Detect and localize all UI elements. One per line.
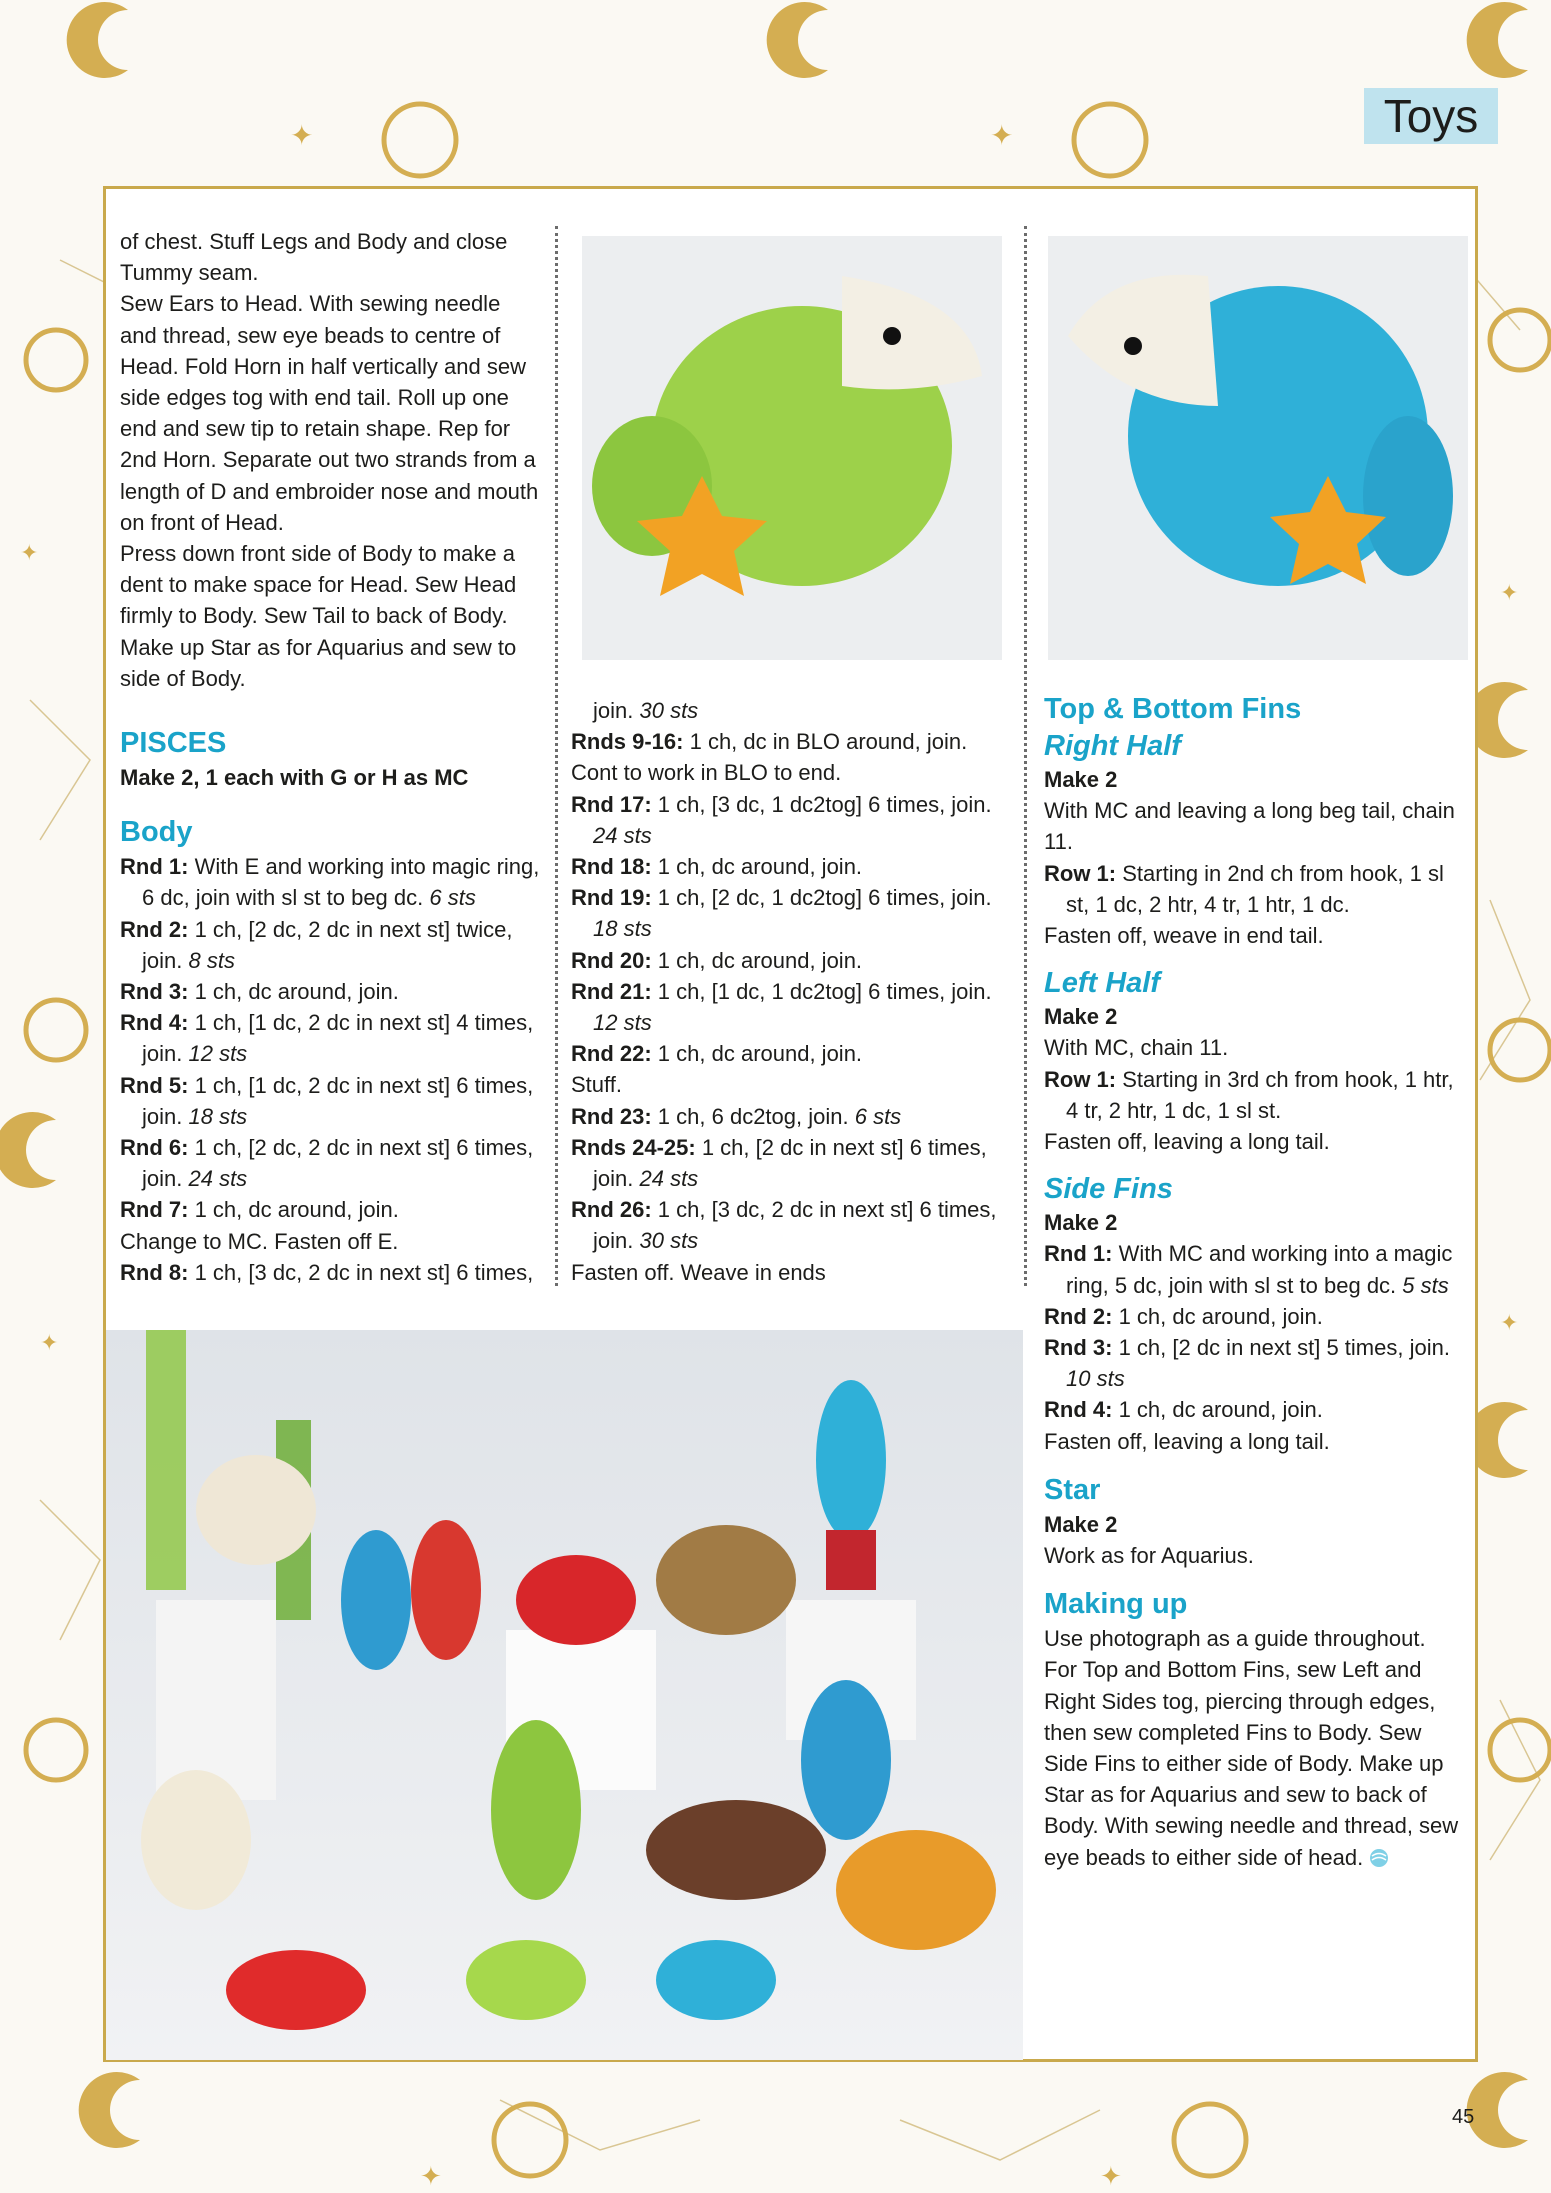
pisces-make: Make 2, 1 each with G or H as MC — [120, 765, 469, 791]
make-count: Make 2 — [1044, 1511, 1118, 1537]
column-1 — [120, 226, 540, 1288]
zodiac-toys-group-photo — [106, 1330, 1023, 2060]
svg-text:✦: ✦ — [1100, 2161, 1122, 2191]
pattern-row: Rnds 9-16: 1 ch, dc in BLO around, join. — [571, 729, 968, 755]
sun-icon — [384, 104, 456, 176]
pattern-row: Rnd 3: 1 ch, dc around, join. — [120, 979, 399, 1005]
pattern-row: Rnd 19: 1 ch, [2 dc, 1 dc2tog] 6 times, join. 18 sts — [571, 885, 992, 942]
pattern-row: Rnd 21: 1 ch, [1 dc, 1 dc2tog] 6 times, join. 12 sts — [571, 978, 992, 1036]
instruction: Fasten off, leaving a long tail. — [1044, 1428, 1330, 1454]
change-note: Change to MC. Fasten off E. — [120, 1228, 399, 1254]
moon-icon — [1467, 2072, 1528, 2148]
make-count: Make 2 — [1044, 767, 1118, 792]
side-fins-heading: Side Fins — [1044, 1173, 1173, 1206]
star-heading: Star — [1044, 1473, 1101, 1506]
note: Stuff. — [571, 1072, 622, 1098]
green-fish-photo — [582, 236, 1002, 660]
sun-icon — [26, 330, 86, 390]
pattern-row: Rnd 20: 1 ch, dc around, join. — [571, 947, 863, 973]
blue-fish-photo — [1048, 236, 1468, 660]
intro-paragraph: Press down front side of Body to make a dent to make space for Head. Sew Head firmly to Body. Sew Tail to back of Body. Make up Star as for Aquarius and sew to side of Body. — [120, 541, 517, 691]
instruction: Work as for Aquarius. — [1044, 1543, 1254, 1569]
svg-text:✦: ✦ — [1500, 1310, 1519, 1335]
fins-heading: Top & Bottom Fins — [1044, 693, 1302, 725]
note: Fasten off. Weave in ends — [571, 1259, 826, 1285]
moon-icon — [67, 2, 128, 78]
column-separator — [555, 226, 558, 1286]
sun-icon — [1490, 310, 1550, 370]
svg-text:✦: ✦ — [990, 120, 1014, 151]
pattern-row: Rnd 8: 1 ch, [3 dc, 2 dc in next st] 6 times, — [120, 1259, 534, 1285]
intro-paragraph: of chest. Stuff Legs and Body and close Tummy seam. — [120, 229, 508, 286]
svg-text:✦: ✦ — [20, 540, 39, 565]
instruction: Fasten off, leaving a long tail. — [1044, 1129, 1330, 1155]
pattern-row: Rnd 1: With MC and working into a magic ring, 5 dc, join with sl st to beg dc. 5 sts — [1044, 1241, 1453, 1298]
pattern-row: Rnd 5: 1 ch, [1 dc, 2 dc in next st] 6 times, join. 18 sts — [120, 1072, 534, 1129]
svg-text:✦: ✦ — [420, 2161, 442, 2191]
sun-icon — [26, 1720, 86, 1780]
body-heading: Body — [120, 816, 193, 849]
pattern-row: Rnd 2: 1 ch, [2 dc, 2 dc in next st] twice, join. 8 sts — [120, 916, 513, 973]
instruction: With MC, chain 11. — [1044, 1035, 1229, 1061]
yarn-ball-icon — [1369, 1848, 1389, 1868]
pattern-row: Rnd 6: 1 ch, [2 dc, 2 dc in next st] 6 times, join. 24 sts — [120, 1135, 534, 1192]
moon-icon — [0, 1112, 56, 1188]
making-up-heading: Making up — [1044, 1588, 1188, 1621]
page-number: 45 — [1452, 2106, 1475, 2128]
column-separator — [1024, 226, 1027, 1286]
pattern-row: Rnds 24-25: 1 ch, [2 dc in next st] 6 times, join. 24 sts — [571, 1134, 987, 1192]
svg-text:✦: ✦ — [40, 1330, 59, 1355]
pattern-row: Row 1: Starting in 2nd ch from hook, 1 sl st, 1 dc, 2 htr, 4 tr, 1 htr, 1 dc. — [1044, 860, 1444, 917]
make-count: Make 2 — [1044, 1004, 1118, 1030]
svg-text:✦: ✦ — [290, 120, 314, 151]
make-count: Make 2 — [1044, 1210, 1118, 1236]
column-2 — [571, 695, 1011, 1288]
section-tag: Toys — [1364, 88, 1498, 144]
column-3 — [1044, 690, 1464, 1873]
making-up-text: Use photograph as a guide throughout. For Top and Bottom Fins, sew Left and Right Sides tog, piercing through edges, then sew completed Fins to Body. Sew Side Fins to either side of Body. Make up Star as for Aquarius and sew to back of Body. With sewing needle and thread, sew eye beads to either side of head. — [1044, 1626, 1459, 1870]
pattern-row: Rnd 7: 1 ch, dc around, join. — [120, 1197, 399, 1223]
pattern-row: Rnd 22: 1 ch, dc around, join. — [571, 1041, 863, 1067]
pattern-row: Rnd 3: 1 ch, [2 dc in next st] 5 times, join. 10 sts — [1044, 1335, 1450, 1392]
sun-icon — [26, 1000, 86, 1060]
pisces-heading: PISCES — [120, 727, 227, 760]
pattern-row: join. 30 sts — [593, 698, 699, 723]
moon-icon — [79, 2072, 140, 2148]
pattern-row: Rnd 4: 1 ch, dc around, join. — [1044, 1397, 1323, 1423]
pattern-row: Rnd 4: 1 ch, [1 dc, 2 dc in next st] 4 times, join. 12 sts — [120, 1010, 534, 1067]
pattern-row: Rnd 1: With E and working into magic ring, 6 dc, join with sl st to beg dc. 6 sts — [120, 854, 540, 911]
svg-text:✦: ✦ — [1500, 580, 1519, 605]
pattern-row: Rnd 26: 1 ch, [3 dc, 2 dc in next st] 6 times, join. 30 sts — [571, 1197, 997, 1254]
pattern-row: Row 1: Starting in 3rd ch from hook, 1 htr, 4 tr, 2 htr, 1 dc, 1 sl st. — [1044, 1066, 1454, 1123]
left-half-heading: Left Half — [1044, 967, 1160, 1000]
instruction: With MC and leaving a long beg tail, chain 11. — [1044, 798, 1455, 855]
right-half-heading: Right Half — [1044, 730, 1181, 762]
note: Cont to work in BLO to end. — [571, 760, 842, 786]
intro-paragraph: Sew Ears to Head. With sewing needle and thread, sew eye beads to centre of Head. Fold Horn in half vertically and sew side edges tog with end tail. Roll up one end and sew tip to retain shape. Rep for 2nd Horn. Separate out two strands from a length of D and embroider nose and mouth on front of Head. — [120, 291, 539, 535]
instruction: Fasten off, weave in end tail. — [1044, 923, 1324, 949]
sun-icon — [1074, 104, 1146, 176]
moon-icon — [1467, 2, 1528, 78]
pattern-row: Rnd 18: 1 ch, dc around, join. — [571, 854, 863, 880]
moon-icon — [767, 2, 828, 78]
pattern-row: Rnd 2: 1 ch, dc around, join. — [1044, 1303, 1323, 1329]
sun-icon — [1174, 2104, 1246, 2176]
pattern-row: Rnd 17: 1 ch, [3 dc, 1 dc2tog] 6 times, join. 24 sts — [571, 791, 992, 848]
sun-icon — [1490, 1720, 1550, 1780]
pattern-row: Rnd 23: 1 ch, 6 dc2tog, join. 6 sts — [571, 1103, 902, 1129]
